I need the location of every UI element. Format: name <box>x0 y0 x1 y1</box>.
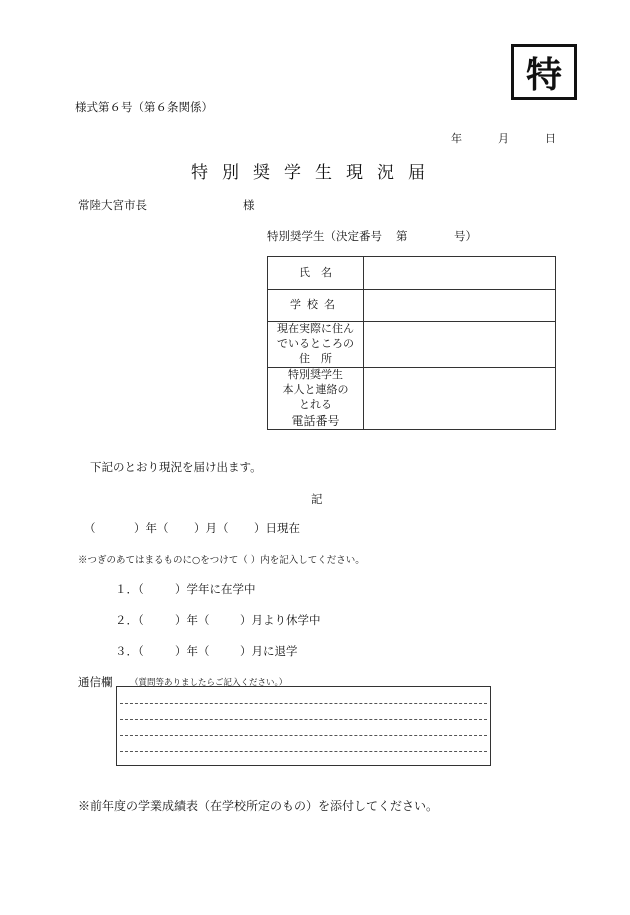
addressee-mayor: 常陸大宮市長 <box>78 198 147 212</box>
as-of-open-paren: （ <box>84 521 96 535</box>
communication-hint: （質問等ありましたらご記入ください。） <box>130 678 288 688</box>
address-label <box>268 322 364 368</box>
statement-text: 下記のとおり現況を届け出ます。 <box>90 460 262 474</box>
ki-heading: 記 <box>311 492 323 506</box>
address-label-line2: でいるところの <box>277 337 354 351</box>
school-label-text: 学校名 <box>290 298 341 312</box>
instruction-text: ※つぎのあてはまるものに○をつけて（ ）内を記入してください。 <box>78 555 365 566</box>
as-of-date-line <box>84 520 384 536</box>
phone-label-line4: 電話番号 <box>291 413 340 428</box>
option-3-year: ）年（ <box>175 644 210 658</box>
option-3-month: ）月に退学 <box>240 644 298 658</box>
table-row-school <box>268 290 556 322</box>
document-title: 特別奨学生現況届 <box>191 163 439 183</box>
decision-number-go: 号） <box>454 229 477 243</box>
address-label-line1: 現在実際に住ん <box>277 322 354 336</box>
comm-line-1 <box>120 703 487 704</box>
table-row-phone <box>268 368 556 430</box>
name-label <box>268 257 364 290</box>
option-3[interactable] <box>115 643 415 659</box>
address-label-line3: 住 所 <box>299 351 332 365</box>
comm-line-4 <box>120 751 487 752</box>
option-2[interactable] <box>115 612 415 628</box>
communication-label: 通信欄 <box>78 675 113 689</box>
option-1-text: ）学年に在学中 <box>175 582 256 596</box>
phone-label-line3: とれる <box>299 397 332 411</box>
comm-line-2 <box>120 719 487 720</box>
as-of-year-close: ）年（ <box>134 521 169 535</box>
student-info-table <box>267 256 556 430</box>
communication-box[interactable] <box>116 686 491 766</box>
school-label <box>268 290 364 322</box>
date-year-label: 年 <box>451 132 462 145</box>
option-3-number: ３．（ <box>115 644 144 658</box>
footer-note: ※前年度の学業成績表（在学校所定のもの）を添付してください。 <box>78 799 439 813</box>
option-2-month: ）月より休学中 <box>240 613 321 627</box>
date-month-label: 月 <box>498 132 509 145</box>
option-1-number: １．（ <box>115 582 144 596</box>
comm-line-3 <box>120 735 487 736</box>
phone-label <box>268 368 364 430</box>
addressee-honorific: 様 <box>243 198 255 212</box>
special-stamp: 特 <box>511 44 577 100</box>
phone-label-line2: 本人と連絡の <box>282 382 349 396</box>
decision-number-prefix: 特別奨学生（決定番号 <box>267 229 382 243</box>
as-of-day-close: ）日現在 <box>254 521 300 535</box>
address-field[interactable] <box>364 322 556 368</box>
name-label-text: 氏 名 <box>299 265 332 279</box>
school-field[interactable] <box>364 290 556 322</box>
decision-number-dai: 第 <box>396 229 408 243</box>
phone-label-line1: 特別奨学生 <box>288 368 343 381</box>
table-row-address <box>268 322 556 368</box>
phone-field[interactable] <box>364 368 556 430</box>
name-field[interactable] <box>364 257 556 290</box>
date-day-label: 日 <box>545 132 556 145</box>
option-1[interactable] <box>115 581 415 597</box>
as-of-month-close: ）月（ <box>194 521 229 535</box>
form-number: 様式第６号（第６条関係） <box>75 100 213 114</box>
option-2-year: ）年（ <box>175 613 210 627</box>
table-row-name <box>268 257 556 290</box>
option-2-number: ２．（ <box>115 613 144 627</box>
